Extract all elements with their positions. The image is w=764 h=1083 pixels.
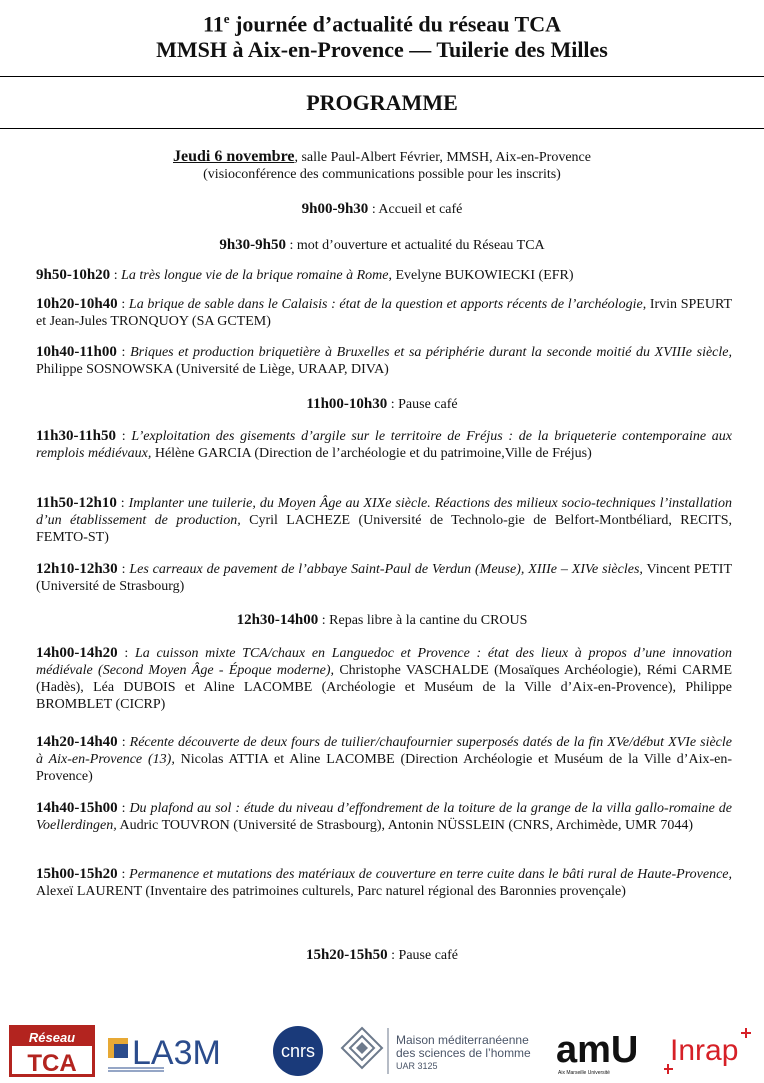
tca-logo-text: TCA [27,1050,77,1077]
session-center: 11h00-10h30 : Pause café [306,396,458,412]
top-divider [0,76,764,77]
session-talk: 14h00-14h20 : La cuisson mixte TCA/chaux en Languedoc et Provence : état des lieux à propos d’une innovation médiévale (Second Moyen Âge - Époque moderne), Christophe VASCHALDE (Mosaïques Archéologie), Rémi CARME (Hadès), Léa DUBOIS et Aline LACOMBE (Archéologie et Muséum de la Ville d’Aix-en-Provence), Philippe BROMBLET (CICRP) [36,645,733,712]
day-date: Jeudi 6 novembre [173,148,295,165]
day-note: (visioconférence des communications possible pour les inscrits) [203,167,561,182]
cnrs-logo-text: cnrs [280,1041,316,1061]
event-title: 11e journée d’actualité du réseau TCA [203,11,561,37]
day-heading [0,148,764,183]
document-header [0,6,764,63]
mmsh-line1: Maison méditerranéenne [396,1033,529,1047]
session-center: 9h30-9h50 : mot d’ouverture et actualité du Réseau TCA [219,237,545,253]
cnrs-logo [270,1024,330,1078]
session-talk: 10h40-11h00 : Briques et production briquetière à Bruxelles et sa périphérie durant la seconde moitié du XVIIIe siècle, Philippe SOSNOWSKA (Université de Liège, URAAP, DIVA) [36,344,732,377]
event-venue: MMSH à Aix-en-Provence — Tuilerie des Milles [156,37,608,63]
amu-subtitle: Aix Marseille Université [558,1070,610,1076]
session-talk: 9h50-10h20 : La très longue vie de la brique romaine à Rome, Evelyne BUKOWIECKI (EFR) [36,267,574,283]
la3m-logo-text: LA3M [132,1034,221,1072]
session-center: 12h30-14h00 : Repas libre à la cantine du CROUS [236,612,528,628]
amu-logo [554,1024,654,1078]
partner-logos [0,1024,764,1078]
mmsh-line2: des sciences de l’homme [396,1046,531,1060]
session-center: 9h00-9h30 : Accueil et café [301,201,463,217]
inrap-logo-text: Inrap [670,1034,739,1067]
session-talk: 11h50-12h10 : Implanter une tuilerie, du Moyen Âge au XIXe siècle. Réactions des milieux socio-techniques l’installation d’un établissement de production, Cyril LACHEZE (Université de Technolo-gie de Belfort-Montbéliard, RECITS, FEMTO-ST) [36,495,732,545]
mmsh-logo [338,1024,543,1078]
programme-divider [0,128,764,129]
session-center: 15h20-15h50 : Pause café [305,947,459,963]
reseau-logo-text: Réseau [28,1030,76,1045]
inrap-logo [664,1024,760,1078]
session-talk: 14h20-14h40 : Récente découverte de deux fours de tuilier/chaufournier superposés datés de la fin XVe/début XVIe siècle à Aix-en-Provence (13), Nicolas ATTIA et Aline LACOMBE (Direction Archéologie et Muséum de la Ville d’Aix-en-Provence) [36,734,732,784]
session-talk: 15h00-15h20 : Permanence et mutations des matériaux de couverture en terre cuite dans le bâti rural de Haute-Provence, Alexeï LAURENT (Inventaire des patrimoines culturels, Parc naturel régional des Baronnies provençale) [36,866,733,899]
session-talk: 10h20-10h40 : La brique de sable dans le Calaisis : état de la question et apports récents de l’archéologie, Irvin SPEURT et Jean-Jules TRONQUOY (SA GCTEM) [36,296,733,329]
session-talk: 14h40-15h00 : Du plafond au sol : étude du niveau d’effondrement de la toiture de la grange de la villa gallo-romaine de Voellerdingen, Audric TOUVRON (Université de Strasbourg), Antonin NÜSSLEIN (CNRS, Archimède, UMR 7044) [36,800,732,833]
session-talk: 12h10-12h30 : Les carreaux de pavement de l’abbaye Saint-Paul de Verdun (Meuse), XIIIe – XIVe siècles, Vincent PETIT (Université de Strasbourg) [36,561,732,594]
day-location: , salle Paul-Albert Février, MMSH, Aix-en-Provence [294,150,591,165]
la3m-logo [104,1024,264,1078]
mmsh-line3: UAR 3125 [396,1061,438,1071]
programme-title: PROGRAMME [306,90,458,115]
amu-logo-text: amU [556,1029,639,1071]
session-talk: 11h30-11h50 : L’exploitation des gisements d’argile sur le territoire de Fréjus : de la briqueterie contemporaine aux remplois médiévaux, Hélène GARCIA (Direction de l’archéologie et du patrimoine,Ville de Fréjus) [36,428,732,461]
reseau-tca-logo [8,1024,96,1078]
